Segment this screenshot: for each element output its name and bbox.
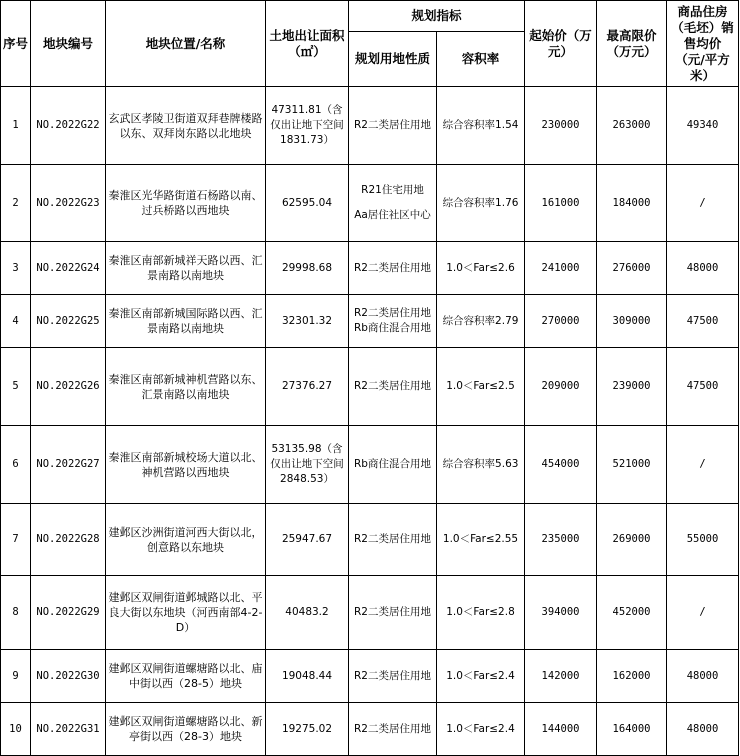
- cell-avg-price: 47500: [667, 348, 739, 426]
- cell-max-price: 309000: [597, 295, 667, 348]
- cell-start-price: 161000: [525, 165, 597, 242]
- cell-max-price: 276000: [597, 242, 667, 295]
- table-row: [1, 87, 739, 165]
- cell-start-price: 235000: [525, 504, 597, 576]
- cell-far: 1.0＜Far≤2.6: [437, 242, 525, 295]
- cell-location: 秦淮区南部新城校场大道以北、神机营路以西地块: [106, 426, 266, 504]
- cell-far: 综合容积率2.79: [437, 295, 525, 348]
- cell-max-price: 164000: [597, 703, 667, 756]
- cell-start-price: 270000: [525, 295, 597, 348]
- cell-avg-price: /: [667, 426, 739, 504]
- cell-avg-price: 48000: [667, 650, 739, 703]
- cell-avg-price: 48000: [667, 242, 739, 295]
- cell-land-use: [349, 576, 437, 650]
- cell-seq: 6: [1, 426, 31, 504]
- cell-start-price: 230000: [525, 87, 597, 165]
- header-start-price: 起始价（万元）: [525, 1, 597, 87]
- cell-start-price: 241000: [525, 242, 597, 295]
- land-use-item: R2二类居住用地: [354, 261, 431, 274]
- land-use-item: R2二类居住用地: [354, 380, 431, 392]
- header-location: 地块位置/名称: [106, 1, 266, 87]
- header-max-price: 最高限价（万元）: [597, 1, 667, 87]
- cell-avg-price: /: [667, 576, 739, 650]
- header-avg-price: 商品住房（毛坯）销售均价（元/平方米）: [667, 1, 739, 87]
- cell-land-use: [349, 348, 437, 426]
- table-row: [1, 242, 739, 295]
- cell-area: 53135.98（含仅出让地下空间2848.53）: [266, 426, 349, 504]
- cell-far: 综合容积率1.76: [437, 165, 525, 242]
- land-use-item: Rb商住混合用地: [354, 458, 431, 470]
- header-far: 容积率: [437, 32, 525, 87]
- cell-land-use: [349, 295, 437, 348]
- table-row: [1, 165, 739, 242]
- cell-seq: 2: [1, 165, 31, 242]
- cell-seq: 1: [1, 87, 31, 165]
- land-use-item: R2二类居住用地: [354, 722, 431, 735]
- land-use-item: R21住宅用地: [361, 184, 424, 196]
- cell-seq: 5: [1, 348, 31, 426]
- header-land-use: 规划用地性质: [349, 32, 437, 87]
- cell-area: 29998.68: [266, 242, 349, 295]
- table-row: [1, 650, 739, 703]
- cell-area: 19275.02: [266, 703, 349, 756]
- cell-land-use: [349, 426, 437, 504]
- cell-area: 62595.04: [266, 165, 349, 242]
- cell-seq: 7: [1, 504, 31, 576]
- cell-land-use: [349, 87, 437, 165]
- cell-far: 1.0＜Far≤2.5: [437, 348, 525, 426]
- cell-far: 综合容积率5.63: [437, 426, 525, 504]
- cell-code: NO.2022G24: [31, 242, 106, 295]
- cell-far: 1.0＜Far≤2.4: [437, 703, 525, 756]
- cell-max-price: 162000: [597, 650, 667, 703]
- cell-avg-price: 55000: [667, 504, 739, 576]
- cell-location: 秦淮区南部新城祥天路以西、汇景南路以南地块: [106, 242, 266, 295]
- cell-seq: 4: [1, 295, 31, 348]
- cell-land-use: [349, 504, 437, 576]
- cell-code: NO.2022G28: [31, 504, 106, 576]
- cell-start-price: 144000: [525, 703, 597, 756]
- land-use-item: R2二类居住用地: [354, 119, 431, 131]
- cell-location: 玄武区孝陵卫街道双拜巷牌楼路以东、双拜岗东路以北地块: [106, 87, 266, 165]
- cell-avg-price: 47500: [667, 295, 739, 348]
- cell-code: NO.2022G31: [31, 703, 106, 756]
- land-use-item: R2二类居住用地: [354, 307, 431, 319]
- land-use-item: R2二类居住用地: [354, 533, 431, 545]
- land-use-item: R2二类居住用地: [354, 669, 431, 682]
- cell-area: 27376.27: [266, 348, 349, 426]
- cell-location: 建邺区双闸街道螺塘路以北、庙中街以西（28-5）地块: [106, 650, 266, 703]
- header-planning: 规划指标: [349, 1, 525, 32]
- cell-location: 秦淮区南部新城神机营路以东、汇景南路以南地块: [106, 348, 266, 426]
- cell-area: 25947.67: [266, 504, 349, 576]
- cell-code: NO.2022G27: [31, 426, 106, 504]
- header-seq: 序号: [1, 1, 31, 87]
- cell-code: NO.2022G30: [31, 650, 106, 703]
- cell-location: 建邺区双闸街道邺城路以北、平良大街以东地块（河西南部4-2-D）: [106, 576, 266, 650]
- cell-far: 1.0＜Far≤2.55: [437, 504, 525, 576]
- cell-seq: 10: [1, 703, 31, 756]
- cell-start-price: 209000: [525, 348, 597, 426]
- cell-max-price: 184000: [597, 165, 667, 242]
- cell-area: 32301.32: [266, 295, 349, 348]
- cell-start-price: 394000: [525, 576, 597, 650]
- table-row: [1, 504, 739, 576]
- cell-code: NO.2022G26: [31, 348, 106, 426]
- cell-code: NO.2022G22: [31, 87, 106, 165]
- land-use-item: Aa居住社区中心: [354, 209, 431, 221]
- cell-max-price: 263000: [597, 87, 667, 165]
- cell-location: 秦淮区光华路街道石杨路以南、过兵桥路以西地块: [106, 165, 266, 242]
- cell-area: 19048.44: [266, 650, 349, 703]
- cell-start-price: 454000: [525, 426, 597, 504]
- header-code: 地块编号: [31, 1, 106, 87]
- cell-location: 秦淮区南部新城国际路以西、汇景南路以南地块: [106, 295, 266, 348]
- table-row: [1, 703, 739, 756]
- cell-avg-price: /: [667, 165, 739, 242]
- table-row: [1, 576, 739, 650]
- cell-start-price: 142000: [525, 650, 597, 703]
- land-use-item: R2二类居住用地: [354, 606, 431, 618]
- cell-location: 建邺区双闸街道螺塘路以北、新亭街以西（28-3）地块: [106, 703, 266, 756]
- cell-avg-price: 48000: [667, 703, 739, 756]
- cell-far: 综合容积率1.54: [437, 87, 525, 165]
- land-use-item: Rb商住混合用地: [354, 322, 431, 334]
- cell-land-use: [349, 165, 437, 242]
- cell-land-use: [349, 703, 437, 756]
- cell-seq: 3: [1, 242, 31, 295]
- cell-location: 建邺区沙洲街道河西大街以北，创意路以东地块: [106, 504, 266, 576]
- cell-land-use: [349, 242, 437, 295]
- cell-code: NO.2022G25: [31, 295, 106, 348]
- cell-code: NO.2022G29: [31, 576, 106, 650]
- cell-area: 47311.81（含仅出让地下空间1831.73）: [266, 87, 349, 165]
- cell-max-price: 452000: [597, 576, 667, 650]
- cell-avg-price: 49340: [667, 87, 739, 165]
- header-area: 土地出让面积（㎡）: [266, 1, 349, 87]
- table-row: [1, 348, 739, 426]
- table-row: [1, 295, 739, 348]
- cell-seq: 9: [1, 650, 31, 703]
- cell-seq: 8: [1, 576, 31, 650]
- cell-far: 1.0＜Far≤2.8: [437, 576, 525, 650]
- cell-code: NO.2022G23: [31, 165, 106, 242]
- cell-max-price: 521000: [597, 426, 667, 504]
- table-row: [1, 426, 739, 504]
- cell-max-price: 269000: [597, 504, 667, 576]
- cell-far: 1.0＜Far≤2.4: [437, 650, 525, 703]
- cell-area: 40483.2: [266, 576, 349, 650]
- cell-land-use: [349, 650, 437, 703]
- cell-max-price: 239000: [597, 348, 667, 426]
